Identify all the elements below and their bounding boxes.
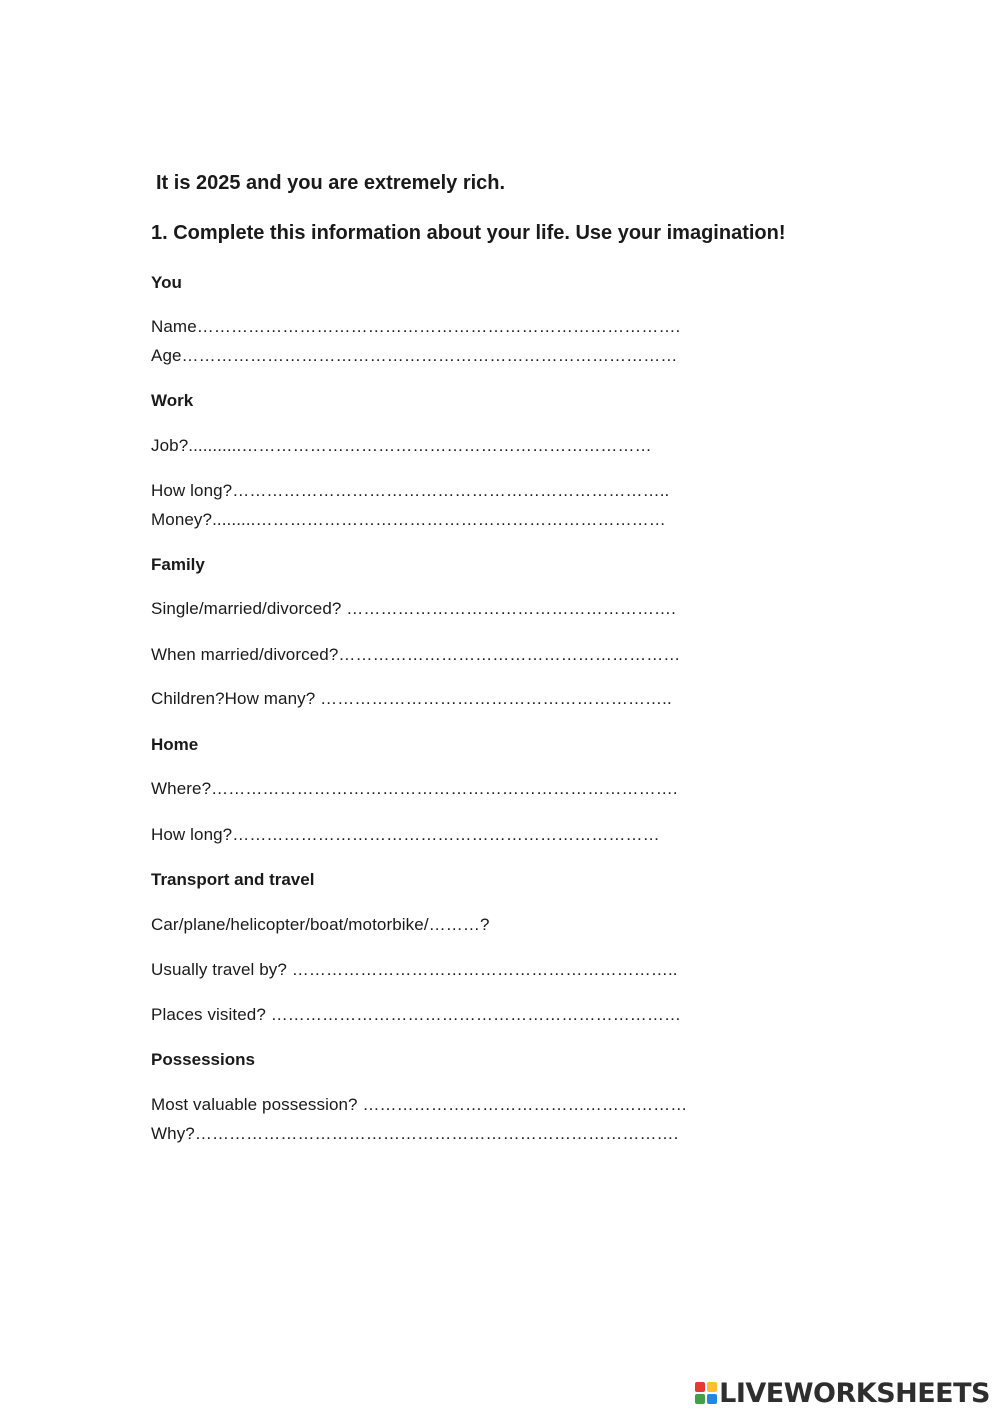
field-why[interactable]: Why?…………………………………………………………………………. <box>151 1124 679 1143</box>
field-where[interactable]: Where?………………………………………………………………………. <box>151 779 678 798</box>
field-age[interactable]: Age…………………………………………………………………………… <box>151 346 678 365</box>
field-job[interactable]: Job?...........……………………………………………………………… <box>151 436 652 455</box>
field-name[interactable]: Name…………………………………………………………………………. <box>151 317 681 336</box>
field-valuable-possession[interactable]: Most valuable possession? ………………………………………………… <box>151 1095 688 1114</box>
field-marital-status[interactable]: Single/married/divorced? …………………………………………………. <box>151 599 676 618</box>
field-children[interactable]: Children?How many? …………………………………………………….. <box>151 689 672 708</box>
heading-work: Work <box>151 391 194 410</box>
field-travel-by[interactable]: Usually travel by? ………………………………………………………….. <box>151 960 678 979</box>
heading-you: You <box>151 273 182 292</box>
heading-transport: Transport and travel <box>151 870 315 889</box>
field-money[interactable]: Money?.........……………………………………………………………… <box>151 510 666 529</box>
field-work-how-long[interactable]: How long?………………………………………………………………….. <box>151 481 670 500</box>
logo-mark-icon <box>695 1382 717 1404</box>
intro-text: It is 2025 and you are extremely rich. <box>156 172 506 194</box>
field-home-how-long[interactable]: How long?………………………………………………………………… <box>151 825 660 844</box>
field-places-visited[interactable]: Places visited? ……………………………………………………………… <box>151 1005 682 1024</box>
liveworksheets-logo <box>695 1378 990 1408</box>
task-instruction: 1. Complete this information about your life. Use your imagination! <box>151 222 786 244</box>
heading-family: Family <box>151 555 205 574</box>
heading-possessions: Possessions <box>151 1050 255 1069</box>
field-vehicles[interactable]: Car/plane/helicopter/boat/motorbike/………? <box>151 915 490 934</box>
field-when-married[interactable]: When married/divorced?…………………………………………………… <box>151 645 681 664</box>
heading-home: Home <box>151 735 199 754</box>
logo-text: LIVEWORKSHEETS <box>719 1377 990 1409</box>
